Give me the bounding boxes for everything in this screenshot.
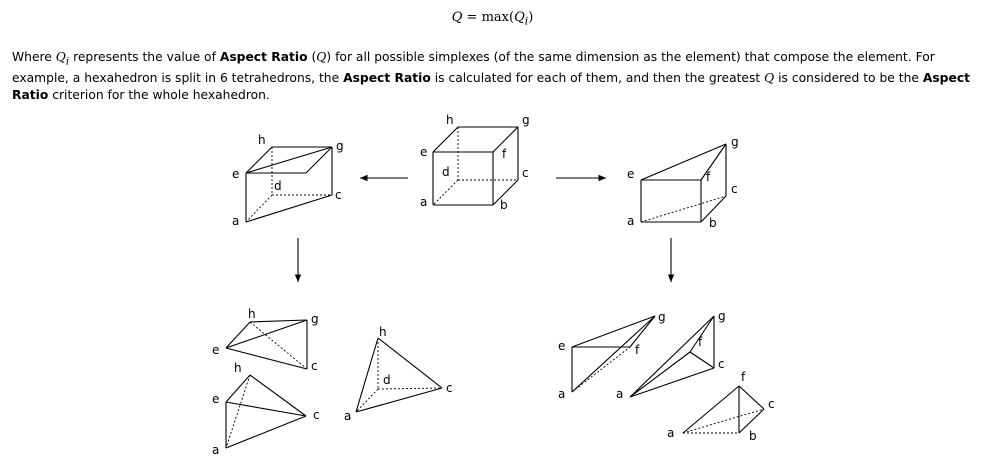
label-c: c (313, 408, 320, 422)
label-e: e (212, 392, 220, 406)
label-c: c (446, 381, 453, 395)
label-e: e (420, 145, 428, 159)
formula: $Q = \max(Q_i)$ (451, 10, 534, 28)
tetrahedron-fabc (667, 370, 775, 443)
label-g: g (731, 135, 739, 149)
label-h: h (258, 133, 266, 147)
label-f: f (698, 335, 703, 349)
label-a: a (558, 387, 566, 401)
label-f: f (635, 343, 640, 357)
label-a: a (212, 443, 220, 457)
label-e: e (558, 339, 566, 353)
label-e: e (212, 343, 220, 357)
label-e: e (627, 167, 635, 181)
tetrahedron-hadc (344, 325, 453, 423)
label-f: f (502, 147, 507, 161)
label-h: h (379, 325, 387, 339)
tetrahedron-hea-c (212, 361, 320, 457)
label-g: g (658, 310, 666, 324)
label-a: a (616, 387, 624, 401)
prism-right (627, 135, 739, 230)
hexahedron-center (420, 113, 530, 212)
label-a: a (667, 426, 675, 440)
description-paragraph: Where $Q_i$ represents the value of Aspect Ratio (Q) for all possible simplexes (of the same dimension as the element) that compose the element. For example, a hexahedron is split in 6 tetrahedrons, the Aspect Ratio is calculated for each of them, and then the greatest Q is considered to be the Aspect Ratio criterion for the whole hexahedron. (12, 50, 970, 103)
label-a: a (232, 214, 240, 228)
label-c: c (522, 166, 529, 180)
label-a: a (627, 214, 635, 228)
label-c: c (335, 188, 342, 202)
label-a: a (420, 195, 428, 209)
label-g: g (311, 312, 319, 326)
label-h: h (446, 113, 454, 127)
label-g: g (718, 309, 726, 323)
tetrahedron-efga (558, 310, 666, 401)
label-h: h (234, 361, 242, 375)
label-f: f (741, 370, 746, 384)
prism-left (232, 133, 344, 228)
tetrahedron-heg-c (212, 307, 319, 373)
label-h: h (248, 307, 256, 321)
label-c: c (731, 182, 738, 196)
label-g: g (336, 139, 344, 153)
label-a: a (344, 409, 352, 423)
label-d: d (442, 165, 450, 179)
label-b: b (749, 429, 757, 443)
label-c: c (718, 357, 725, 371)
label-c: c (311, 359, 318, 373)
label-d: d (274, 179, 282, 193)
label-d: d (383, 373, 391, 387)
label-b: b (709, 216, 717, 230)
label-c: c (768, 397, 775, 411)
tetrahedron-gfca (616, 309, 726, 401)
label-g: g (522, 113, 530, 127)
label-e: e (232, 167, 240, 181)
label-f: f (706, 170, 711, 184)
label-b: b (500, 198, 508, 212)
